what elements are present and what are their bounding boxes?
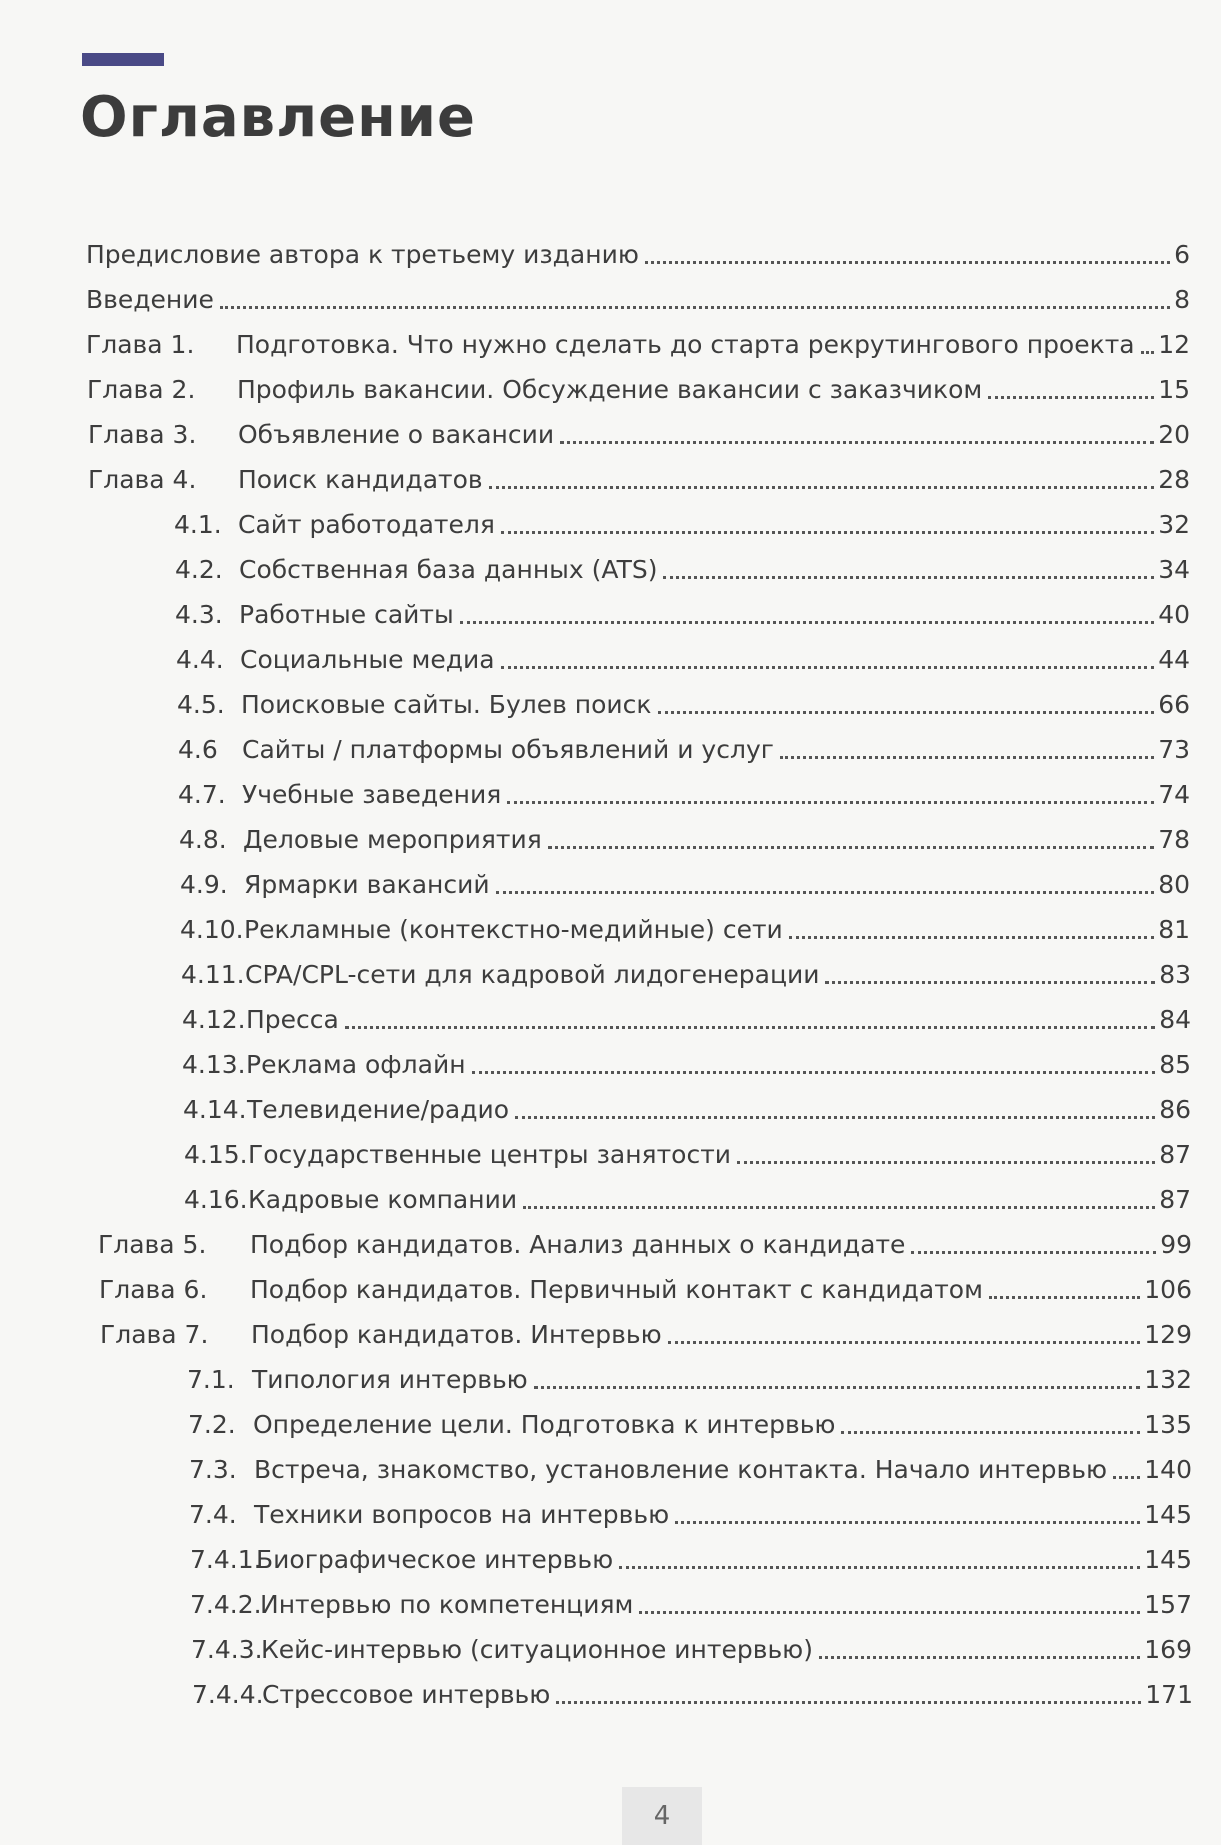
- dot-leader: [780, 756, 1154, 759]
- toc-entry[interactable]: [189, 1445, 1192, 1485]
- toc-entry[interactable]: [184, 1130, 1191, 1170]
- toc-entry[interactable]: [190, 1580, 1192, 1620]
- toc-entry-page: 81: [1158, 915, 1190, 944]
- dot-leader: [548, 846, 1154, 849]
- toc-entry-number: 7.3.: [189, 1455, 237, 1484]
- toc-entry-page: 20: [1158, 420, 1190, 449]
- toc-entry-page: 78: [1158, 825, 1190, 854]
- toc-entry-title: Введение: [86, 285, 214, 314]
- toc-entry-page: 140: [1144, 1455, 1192, 1484]
- toc-entry-page: 99: [1160, 1230, 1192, 1259]
- toc-entry-page: 106: [1144, 1275, 1192, 1304]
- dot-leader: [501, 531, 1154, 534]
- dot-leader: [534, 1386, 1141, 1389]
- dot-leader: [345, 1026, 1155, 1029]
- toc-entry-number: 7.2.: [188, 1410, 236, 1439]
- dot-leader: [841, 1431, 1140, 1434]
- toc-entry-number: 7.1.: [187, 1365, 235, 1394]
- toc-entry[interactable]: [181, 950, 1191, 990]
- toc-entry-page: 85: [1159, 1050, 1191, 1079]
- toc-entry[interactable]: [174, 500, 1190, 540]
- toc-entry-page: 157: [1144, 1590, 1192, 1619]
- toc-entry-number: 7.4.1.: [190, 1545, 262, 1574]
- dot-leader: [507, 801, 1154, 804]
- toc-entry-number: 4.12.: [182, 1005, 246, 1034]
- toc-entry-number: Глава 5.: [98, 1230, 207, 1259]
- toc-entry-title: Встреча, знакомство, установление контакта. Начало интервью: [254, 1455, 1108, 1484]
- toc-entry-number: Глава 7.: [100, 1320, 209, 1349]
- dot-leader: [489, 486, 1155, 489]
- dot-leader: [819, 1656, 1140, 1659]
- toc-entry-page: 129: [1144, 1320, 1192, 1349]
- toc-entry-number: 4.5.: [177, 690, 225, 719]
- toc-entry[interactable]: [88, 410, 1190, 450]
- toc-entry[interactable]: [189, 1490, 1192, 1530]
- toc-entry-number: 4.7.: [178, 780, 226, 809]
- toc-entry[interactable]: [87, 365, 1190, 405]
- toc-entry-page: 6: [1174, 240, 1190, 269]
- toc-entry-page: 34: [1158, 555, 1190, 584]
- toc-entry-page: 132: [1144, 1365, 1192, 1394]
- toc-entry-page: 15: [1158, 375, 1190, 404]
- dot-leader: [989, 1296, 1140, 1299]
- toc-entry-number: Глава 2.: [87, 375, 196, 404]
- toc-entry-title: Сайт работодателя: [238, 510, 495, 539]
- toc-entry-number: 4.11.: [181, 960, 245, 989]
- dot-leader: [501, 666, 1155, 669]
- toc-entry-title: Стрессовое интервью: [262, 1680, 551, 1709]
- toc-entry[interactable]: [86, 275, 1190, 315]
- dot-leader: [523, 1206, 1155, 1209]
- toc-entry-number: 4.9.: [180, 870, 228, 899]
- toc-entry-page: 12: [1158, 330, 1190, 359]
- toc-entry-title: Подготовка. Что нужно сделать до старта рекрутингового проекта: [236, 330, 1135, 359]
- toc-entry-number: 4.16.: [184, 1185, 248, 1214]
- toc-entry-page: 135: [1144, 1410, 1192, 1439]
- dot-leader: [825, 981, 1155, 984]
- toc-entry-number: Глава 1.: [86, 330, 195, 359]
- toc-entry-title: Реклама офлайн: [246, 1050, 466, 1079]
- toc-entry[interactable]: [88, 455, 1190, 495]
- toc-entry-page: 86: [1159, 1095, 1191, 1124]
- toc-entry[interactable]: [182, 995, 1191, 1035]
- dot-leader: [1113, 1476, 1140, 1479]
- toc-entry[interactable]: [192, 1670, 1193, 1710]
- toc-entry-title: Кадровые компании: [248, 1185, 518, 1214]
- toc-entry[interactable]: [190, 1535, 1192, 1575]
- toc-entry-title: Интервью по компетенциям: [260, 1590, 634, 1619]
- toc-entry[interactable]: [182, 1040, 1191, 1080]
- page-number: 4: [622, 1787, 702, 1845]
- toc-entry-title: Работные сайты: [239, 600, 454, 629]
- toc-entry-title: Предисловие автора к третьему изданию: [86, 240, 639, 269]
- toc-entry-number: 7.4.2.: [190, 1590, 262, 1619]
- toc-entry-title: Определение цели. Подготовка к интервью: [253, 1410, 836, 1439]
- toc-entry[interactable]: [179, 815, 1190, 855]
- toc-entry-page: 44: [1158, 645, 1190, 674]
- toc-entry-title: Объявление о вакансии: [238, 420, 555, 449]
- toc-entry-number: 7.4.: [189, 1500, 237, 1529]
- toc-entry-title: Учебные заведения: [242, 780, 502, 809]
- toc-entry-title: Типология интервью: [252, 1365, 528, 1394]
- dot-leader: [496, 891, 1155, 894]
- toc-entry[interactable]: [188, 1400, 1192, 1440]
- toc-entry-page: 28: [1158, 465, 1190, 494]
- toc-entry[interactable]: [191, 1625, 1192, 1665]
- toc-entry-number: 4.13.: [182, 1050, 246, 1079]
- toc-entry[interactable]: [183, 1085, 1191, 1125]
- toc-entry-page: 171: [1145, 1680, 1193, 1709]
- toc-entry-number: Глава 6.: [99, 1275, 208, 1304]
- dot-leader: [460, 621, 1154, 624]
- toc-entry-number: 4.6: [178, 735, 218, 764]
- toc-entry[interactable]: [175, 590, 1190, 630]
- dot-leader: [1141, 351, 1155, 354]
- toc-entry-title: Техники вопросов на интервью: [254, 1500, 670, 1529]
- toc-entry-page: 84: [1159, 1005, 1191, 1034]
- toc-entry-title: Биографическое интервью: [256, 1545, 614, 1574]
- toc-entry-title: Поиск кандидатов: [238, 465, 483, 494]
- toc-entry-number: 4.3.: [175, 600, 223, 629]
- toc-entry-title: Сайты / платформы объявлений и услуг: [242, 735, 774, 764]
- toc-entry-title: Рекламные (контекстно-медийные) сети: [244, 915, 783, 944]
- dot-leader: [560, 441, 1154, 444]
- toc-entry[interactable]: [178, 725, 1190, 765]
- toc-entry-page: 66: [1158, 690, 1190, 719]
- dot-leader: [645, 261, 1170, 264]
- toc-entry-page: 169: [1144, 1635, 1192, 1664]
- toc-entry-page: 74: [1158, 780, 1190, 809]
- toc-entry[interactable]: [86, 320, 1190, 360]
- toc-entry-page: 87: [1159, 1140, 1191, 1169]
- toc-entry-number: 4.14.: [183, 1095, 247, 1124]
- toc-entry-title: Деловые мероприятия: [243, 825, 542, 854]
- dot-leader: [556, 1701, 1141, 1704]
- toc-entry-number: 4.8.: [179, 825, 227, 854]
- toc-entry-title: Телевидение/радио: [247, 1095, 510, 1124]
- page-title: Оглавление: [80, 85, 477, 150]
- dot-leader: [737, 1161, 1155, 1164]
- toc-entry[interactable]: [178, 770, 1190, 810]
- toc-entry-title: Государственные центры занятости: [248, 1140, 732, 1169]
- toc-entry-title: Профиль вакансии. Обсуждение вакансии с заказчиком: [237, 375, 983, 404]
- toc-entry-page: 73: [1158, 735, 1190, 764]
- dot-leader: [988, 396, 1154, 399]
- toc-entry[interactable]: [176, 635, 1190, 675]
- toc-entry[interactable]: [180, 860, 1190, 900]
- toc-entry-title: Пресса: [246, 1005, 339, 1034]
- dot-leader: [472, 1071, 1156, 1074]
- dot-leader: [675, 1521, 1140, 1524]
- toc-entry-title: Подбор кандидатов. Интервью: [251, 1320, 662, 1349]
- toc-entry-number: 4.4.: [176, 645, 224, 674]
- toc-entry-title: Подбор кандидатов. Анализ данных о кандидате: [250, 1230, 906, 1259]
- toc-entry-number: 7.4.4.: [192, 1680, 264, 1709]
- toc-entry[interactable]: [184, 1175, 1191, 1215]
- dot-leader: [639, 1611, 1140, 1614]
- toc-entry[interactable]: [180, 905, 1190, 945]
- dot-leader: [911, 1251, 1156, 1254]
- toc-entry-title: Собственная база данных (ATS): [239, 555, 658, 584]
- toc-entry-number: 4.10.: [180, 915, 244, 944]
- toc-entry-number: Глава 4.: [88, 465, 197, 494]
- toc-entry[interactable]: [98, 1220, 1192, 1260]
- toc-entry-number: 4.2.: [175, 555, 223, 584]
- dot-leader: [668, 1341, 1141, 1344]
- dot-leader: [515, 1116, 1155, 1119]
- dot-leader: [220, 306, 1170, 309]
- toc-entry-page: 145: [1144, 1500, 1192, 1529]
- toc-entry-page: 80: [1158, 870, 1190, 899]
- toc-entry-page: 87: [1159, 1185, 1191, 1214]
- toc-entry-title: Кейс-интервью (ситуационное интервью): [261, 1635, 813, 1664]
- toc-entry-page: 145: [1144, 1545, 1192, 1574]
- toc-entry-title: Поисковые сайты. Булев поиск: [241, 690, 652, 719]
- toc-entry-page: 8: [1174, 285, 1190, 314]
- dot-leader: [658, 711, 1155, 714]
- dot-leader: [789, 936, 1154, 939]
- toc-entry-number: 4.15.: [184, 1140, 248, 1169]
- toc-entry[interactable]: [187, 1355, 1192, 1395]
- toc-entry[interactable]: [177, 680, 1190, 720]
- toc-entry[interactable]: [100, 1310, 1192, 1350]
- toc-entry-number: Глава 3.: [88, 420, 197, 449]
- toc-entry[interactable]: [86, 230, 1190, 270]
- dot-leader: [663, 576, 1154, 579]
- toc-entry[interactable]: [99, 1265, 1192, 1305]
- toc-entry-title: Подбор кандидатов. Первичный контакт с кандидатом: [250, 1275, 983, 1304]
- toc-entry[interactable]: [175, 545, 1190, 585]
- toc-entry-page: 32: [1158, 510, 1190, 539]
- dot-leader: [619, 1566, 1140, 1569]
- toc-entry-title: CPA/CPL-сети для кадровой лидогенерации: [245, 960, 820, 989]
- toc-entry-title: Ярмарки вакансий: [244, 870, 490, 899]
- toc-entry-page: 40: [1158, 600, 1190, 629]
- toc-entry-number: 7.4.3.: [191, 1635, 263, 1664]
- toc-entry-title: Социальные медиа: [240, 645, 495, 674]
- toc-entry-number: 4.1.: [174, 510, 222, 539]
- toc-entry-page: 83: [1159, 960, 1191, 989]
